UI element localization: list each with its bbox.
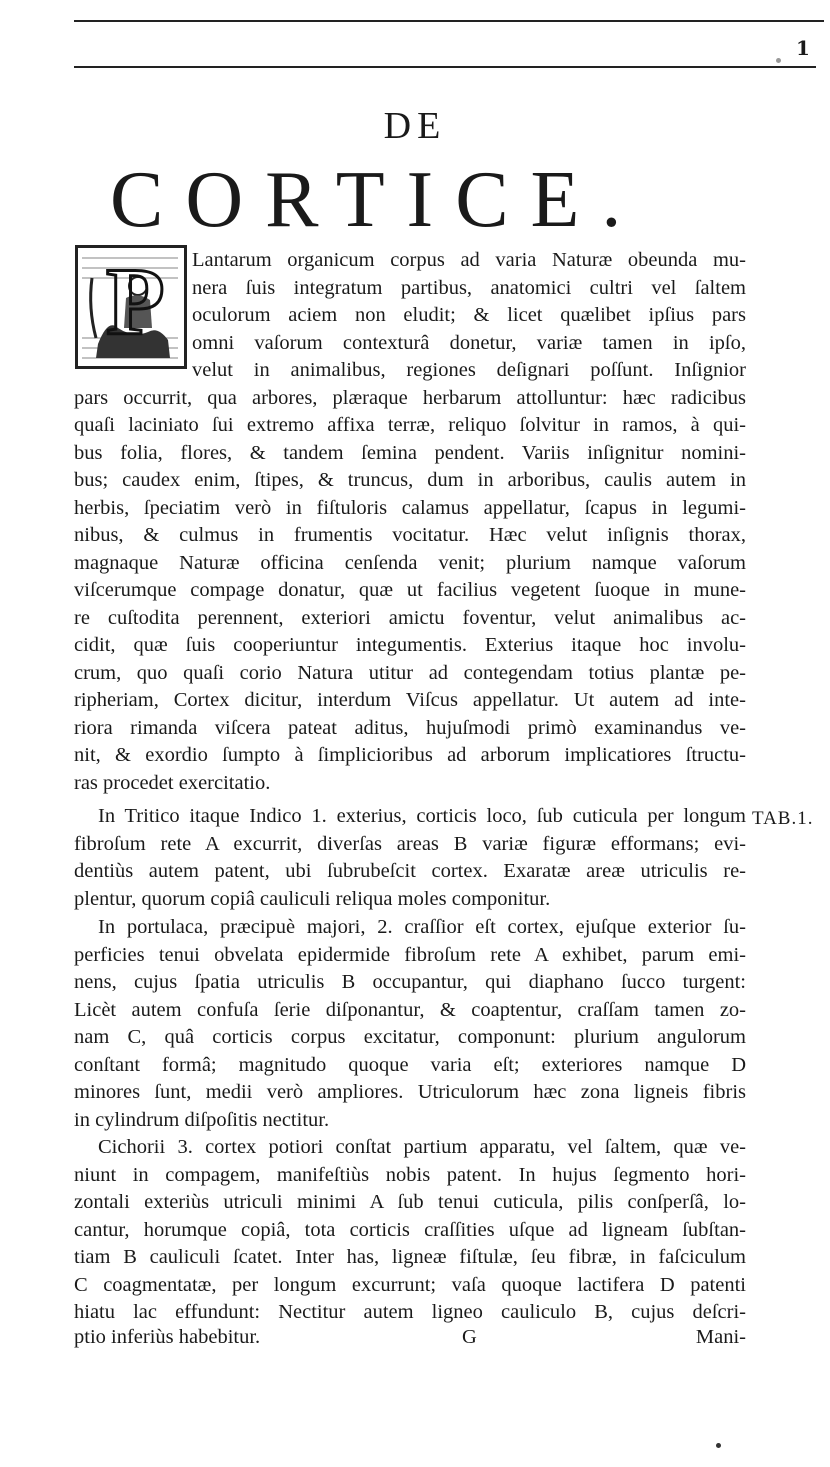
paragraph-3 (74, 914, 746, 1134)
text-line: quaſi laciniato ſui extremo affixa terræ, reliquo ſolvitur in ramos, à qui- (74, 414, 746, 436)
ink-spot (716, 1443, 721, 1448)
text-line: velut in animalibus, regiones deſignari poſſunt. Inſignior (192, 359, 746, 381)
text-line: perficies tenui obvelata epidermide fibroſum rete A exhibet, parum emi- (74, 943, 746, 966)
text-line: re cuſtodita perennent, exteriori amictu foventur, velut animalibus ac- (74, 606, 746, 629)
text-line: nens, cujus ſpatia utriculis B occupantur, qui diaphano ſucco turgent: (74, 971, 746, 993)
text-line: viſcerumque compage donatur, quæ ut facilius vegetent ſuoque in mune- (74, 579, 746, 601)
text-line: magnaque Naturæ officina cenſenda venit; plurium namque vaſorum (74, 551, 746, 574)
text-line: nera ſuis integratum partibus, anatomici cultri vel ſaltem (192, 276, 746, 299)
initial-letter: P (106, 248, 165, 355)
text-line: C coagmentatæ, per longum excurrunt; vaſa quoque lactifera D patenti (74, 1273, 746, 1296)
heading-small: DE (383, 105, 447, 147)
text-line: Cichorii 3. cortex potiori conſtat partium apparatu, vel ſaltem, quæ ve- (98, 1136, 746, 1158)
text-line: nam C, quâ corticis corpus excitatur, componunt: plurium angulorum (74, 1026, 746, 1048)
text-line: conſtant formâ; magnitudo quoque varia eſt; exteriores namque D (74, 1053, 746, 1076)
text-line: plentur, quorum copiâ cauliculi reliqua moles componitur. (74, 887, 551, 910)
text-line: niunt in compagem, manifeſtiùs nobis patent. In hujus ſegmento hori- (74, 1163, 746, 1186)
text-line: pars occurrit, qua arbores, plæraque herbarum attolluntur: hæc radicibus (74, 386, 746, 409)
text-line: omni vaſorum contexturâ donetur, variæ tamen in ipſo, (192, 331, 746, 354)
text-line: cantur, horumque copiâ, tota corticis craſſities uſque ad ligneam ſubſtan- (74, 1218, 746, 1241)
catchword: Mani- (695, 1326, 746, 1348)
signature-mark: G (462, 1326, 477, 1348)
paragraph-2 (74, 803, 746, 913)
text-line: nit, & exordio ſumpto à ſimplicioribus ad arborum implicatiores ſtructu- (74, 744, 746, 766)
text-line: In Tritico itaque Indico 1. exterius, corticis loco, ſub cuticula per longum (98, 805, 746, 827)
text-line: tiam B cauliculi ſcatet. Inter has, ligneæ fiſtulæ, ſeu fibræ, in faſciculum (74, 1246, 746, 1268)
paragraph-1 (74, 247, 746, 797)
text-line: riora rimanda viſcera pateat aditus, hujuſmodi primò examinandus ve- (74, 716, 746, 739)
text-line: nibus, & culmus in frumentis vocitatur. Hæc velut inſignis thorax, (74, 524, 746, 546)
final-line (74, 1326, 746, 1349)
text-line: In portulaca, præcipuè majori, 2. craſſior eſt cortex, ejuſque exterior ſu- (98, 916, 746, 938)
ink-spot (776, 58, 781, 63)
text-line: fibroſum rete A excurrit, diverſas areas B variæ figuræ efformans; evi- (74, 832, 746, 855)
text-line: hiatu lac effundunt: Nectitur autem ligneo cauliculo B, cujus deſcri- (74, 1301, 746, 1323)
text-line: in cylindrum diſpoſitis nectitur. (74, 1108, 330, 1131)
text-line: cidit, quæ ſuis cooperiuntur integumentis. Exterius itaque hoc involu- (74, 634, 746, 656)
text-line: ras procedet exercitatio. (74, 771, 271, 794)
margin-note: TAB.1. (752, 808, 814, 829)
text-line: Licèt autem confuſa ſerie diſponantur, & coaptentur, craſſam tamen zo- (74, 998, 746, 1021)
last-line-text: ptio inferiùs habebitur. (74, 1326, 261, 1348)
text-line: minores ſunt, medii verò ampliores. Utriculorum hæc zona ligneis fibris (74, 1081, 746, 1103)
text-line: bus folia, flores, & tandem ſemina pendent. Variis inſignitur nomini- (74, 441, 746, 464)
text-line: oculorum aciem non eludit; & licet quælibet ipſius pars (192, 304, 746, 326)
heading-large: CORTICE. (110, 156, 644, 244)
top-rule (74, 20, 824, 22)
text-line: bus; caudex enim, ſtipes, & truncus, dum in arboribus, caulis autem in (74, 469, 746, 491)
page-number: 1 (796, 36, 810, 60)
text-line: Lantarum organicum corpus ad varia Naturæ obeunda mu- (192, 249, 746, 271)
text-line: zontali exteriùs utriculi minimi A ſub tenui cuticula, pilis conſperſâ, lo- (74, 1191, 746, 1213)
text-line: herbis, ſpeciatim verò in fiſtuloris calamus appellatur, ſcapus in legumi- (74, 496, 746, 519)
text-line: crum, quo quaſi corio Natura utitur ad contegendam totius plantæ pe- (74, 661, 746, 684)
paragraph-4 (74, 1134, 746, 1327)
text-line: ripheriam, Cortex dicitur, interdum Viſcus appellatur. Ut autem ad inte- (74, 689, 746, 711)
header-rule (74, 66, 816, 68)
text-line: dentiùs autem patent, ubi ſubrubeſcit cortex. Exaratæ areæ utriculis re- (74, 860, 746, 882)
